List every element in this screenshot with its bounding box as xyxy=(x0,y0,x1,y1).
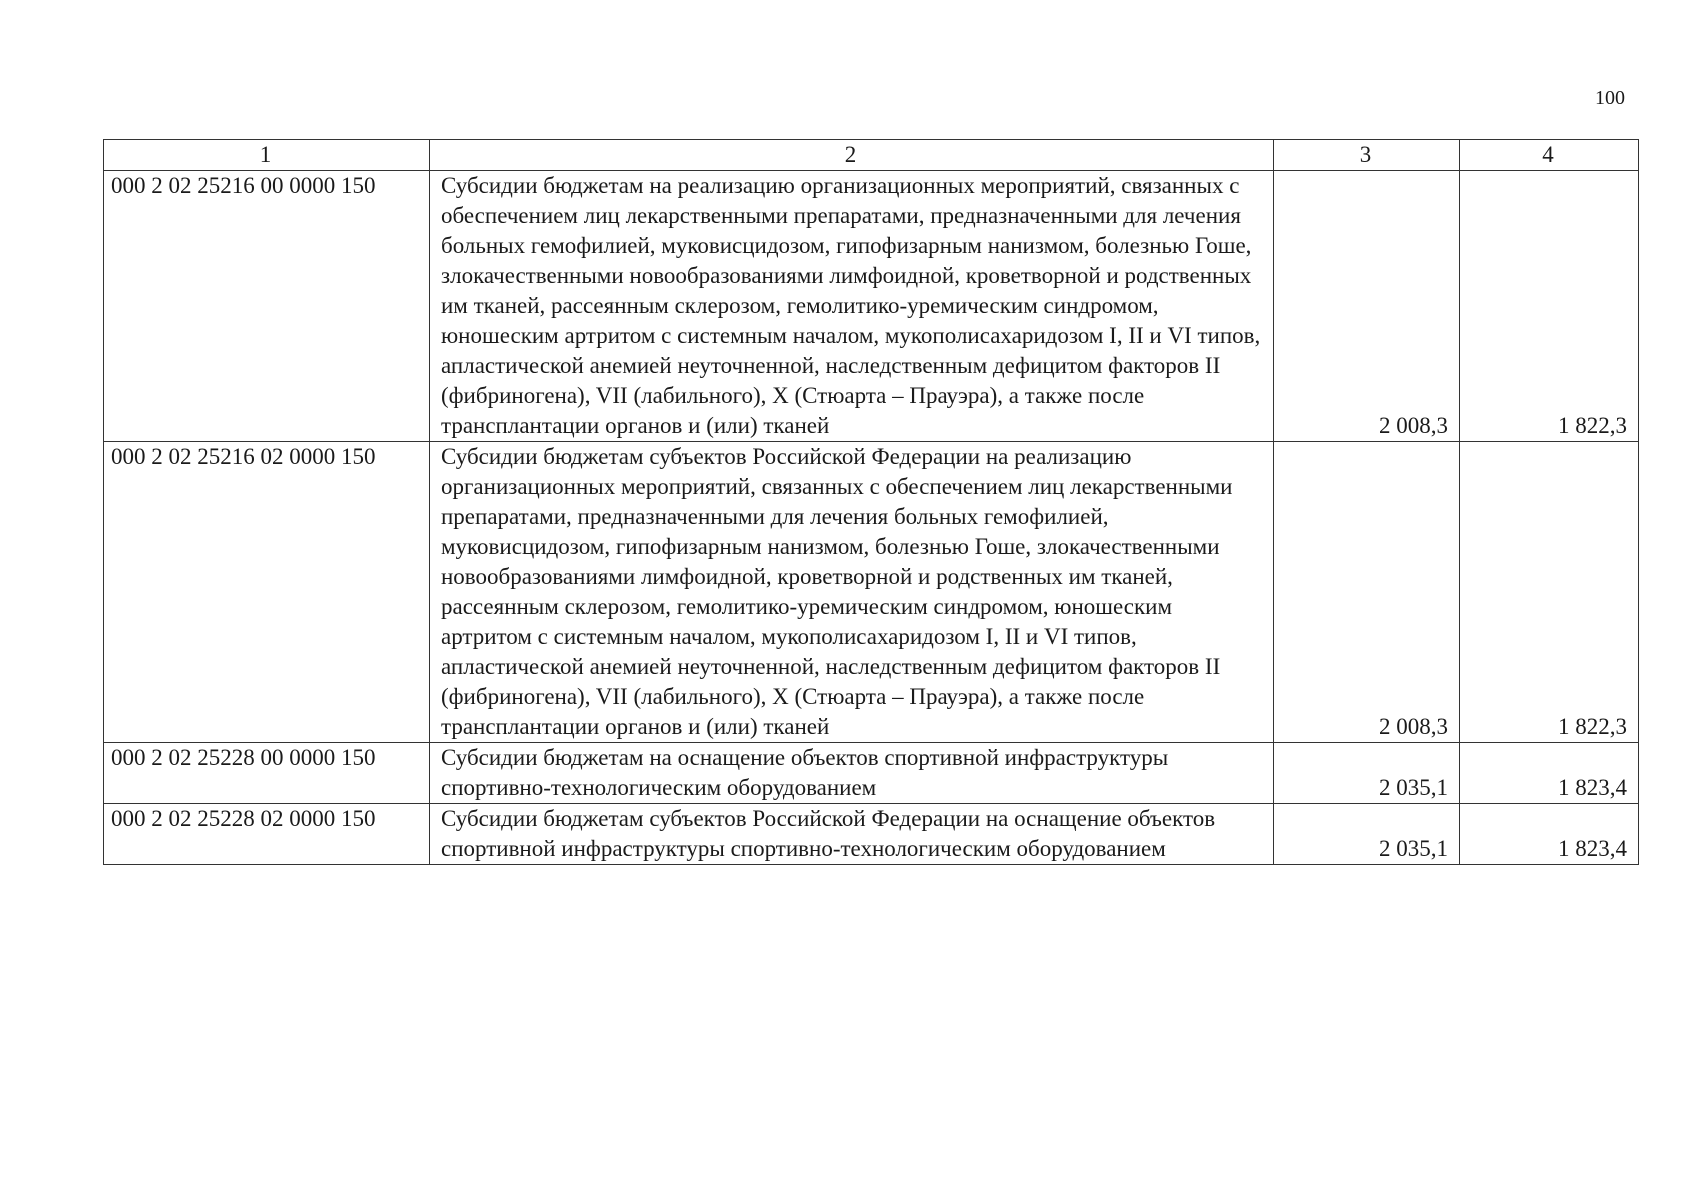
budget-code-cell: 000 2 02 25216 00 0000 150 xyxy=(104,171,430,442)
value-col3-cell: 2 008,3 xyxy=(1274,171,1460,442)
budget-code-cell: 000 2 02 25216 02 0000 150 xyxy=(104,442,430,743)
value-col3-cell: 2 035,1 xyxy=(1274,743,1460,804)
table-row xyxy=(104,171,1639,442)
table-row xyxy=(104,442,1639,743)
budget-code-cell: 000 2 02 25228 00 0000 150 xyxy=(104,743,430,804)
budget-code-cell: 000 2 02 25228 02 0000 150 xyxy=(104,804,430,865)
header-row xyxy=(104,140,1639,171)
value-col3-cell: 2 008,3 xyxy=(1274,442,1460,743)
page-number: 100 xyxy=(1595,87,1625,109)
table-row xyxy=(104,804,1639,865)
value-col3-cell: 2 035,1 xyxy=(1274,804,1460,865)
value-col4-cell: 1 822,3 xyxy=(1460,442,1639,743)
description-cell: Субсидии бюджетам на реализацию организационных мероприятий, связанных с обеспечением лиц лекарственными препаратами, предназначенными для лечения больных гемофилией, муковисцидозом, гипофизарным нанизмом, болезнью Гоше, злокачественными новообразованиями лимфоидной, кроветворной и родственных им тканей, рассеянным склерозом, гемолитико-уремическим синдромом, юношеским артритом с системным началом, мукополисахаридозом I, II и VI типов, апластической анемией неуточненной, наследственным дефицитом факторов II (фибриногена), VII (лабильного), X (Стюарта – Прауэра), а также после трансплантации органов и (или) тканей xyxy=(430,171,1274,442)
table-header xyxy=(104,140,1639,171)
column-header-3: 3 xyxy=(1274,140,1460,171)
table-row xyxy=(104,743,1639,804)
description-cell: Субсидии бюджетам субъектов Российской Федерации на реализацию организационных мероприятий, связанных с обеспечением лиц лекарственными препаратами, предназначенными для лечения больных гемофилией, муковисцидозом, гипофизарным нанизмом, болезнью Гоше, злокачественными новообразованиями лимфоидной, кроветворной и родственных им тканей, рассеянным склерозом, гемолитико-уремическим синдромом, юношеским артритом с системным началом, мукополисахаридозом I, II и VI типов, апластической анемией неуточненной, наследственным дефицитом факторов II (фибриногена), VII (лабильного), X (Стюарта – Прауэра), а также после трансплантации органов и (или) тканей xyxy=(430,442,1274,743)
value-col4-cell: 1 823,4 xyxy=(1460,804,1639,865)
table-body xyxy=(104,171,1639,865)
column-header-2: 2 xyxy=(430,140,1274,171)
description-cell: Субсидии бюджетам субъектов Российской Федерации на оснащение объектов спортивной инфраструктуры спортивно-технологическим оборудованием xyxy=(430,804,1274,865)
column-header-1: 1 xyxy=(104,140,430,171)
value-col4-cell: 1 822,3 xyxy=(1460,171,1639,442)
column-header-4: 4 xyxy=(1460,140,1639,171)
budget-table xyxy=(103,139,1639,865)
value-col4-cell: 1 823,4 xyxy=(1460,743,1639,804)
description-cell: Субсидии бюджетам на оснащение объектов спортивной инфраструктуры спортивно-технологическим оборудованием xyxy=(430,743,1274,804)
